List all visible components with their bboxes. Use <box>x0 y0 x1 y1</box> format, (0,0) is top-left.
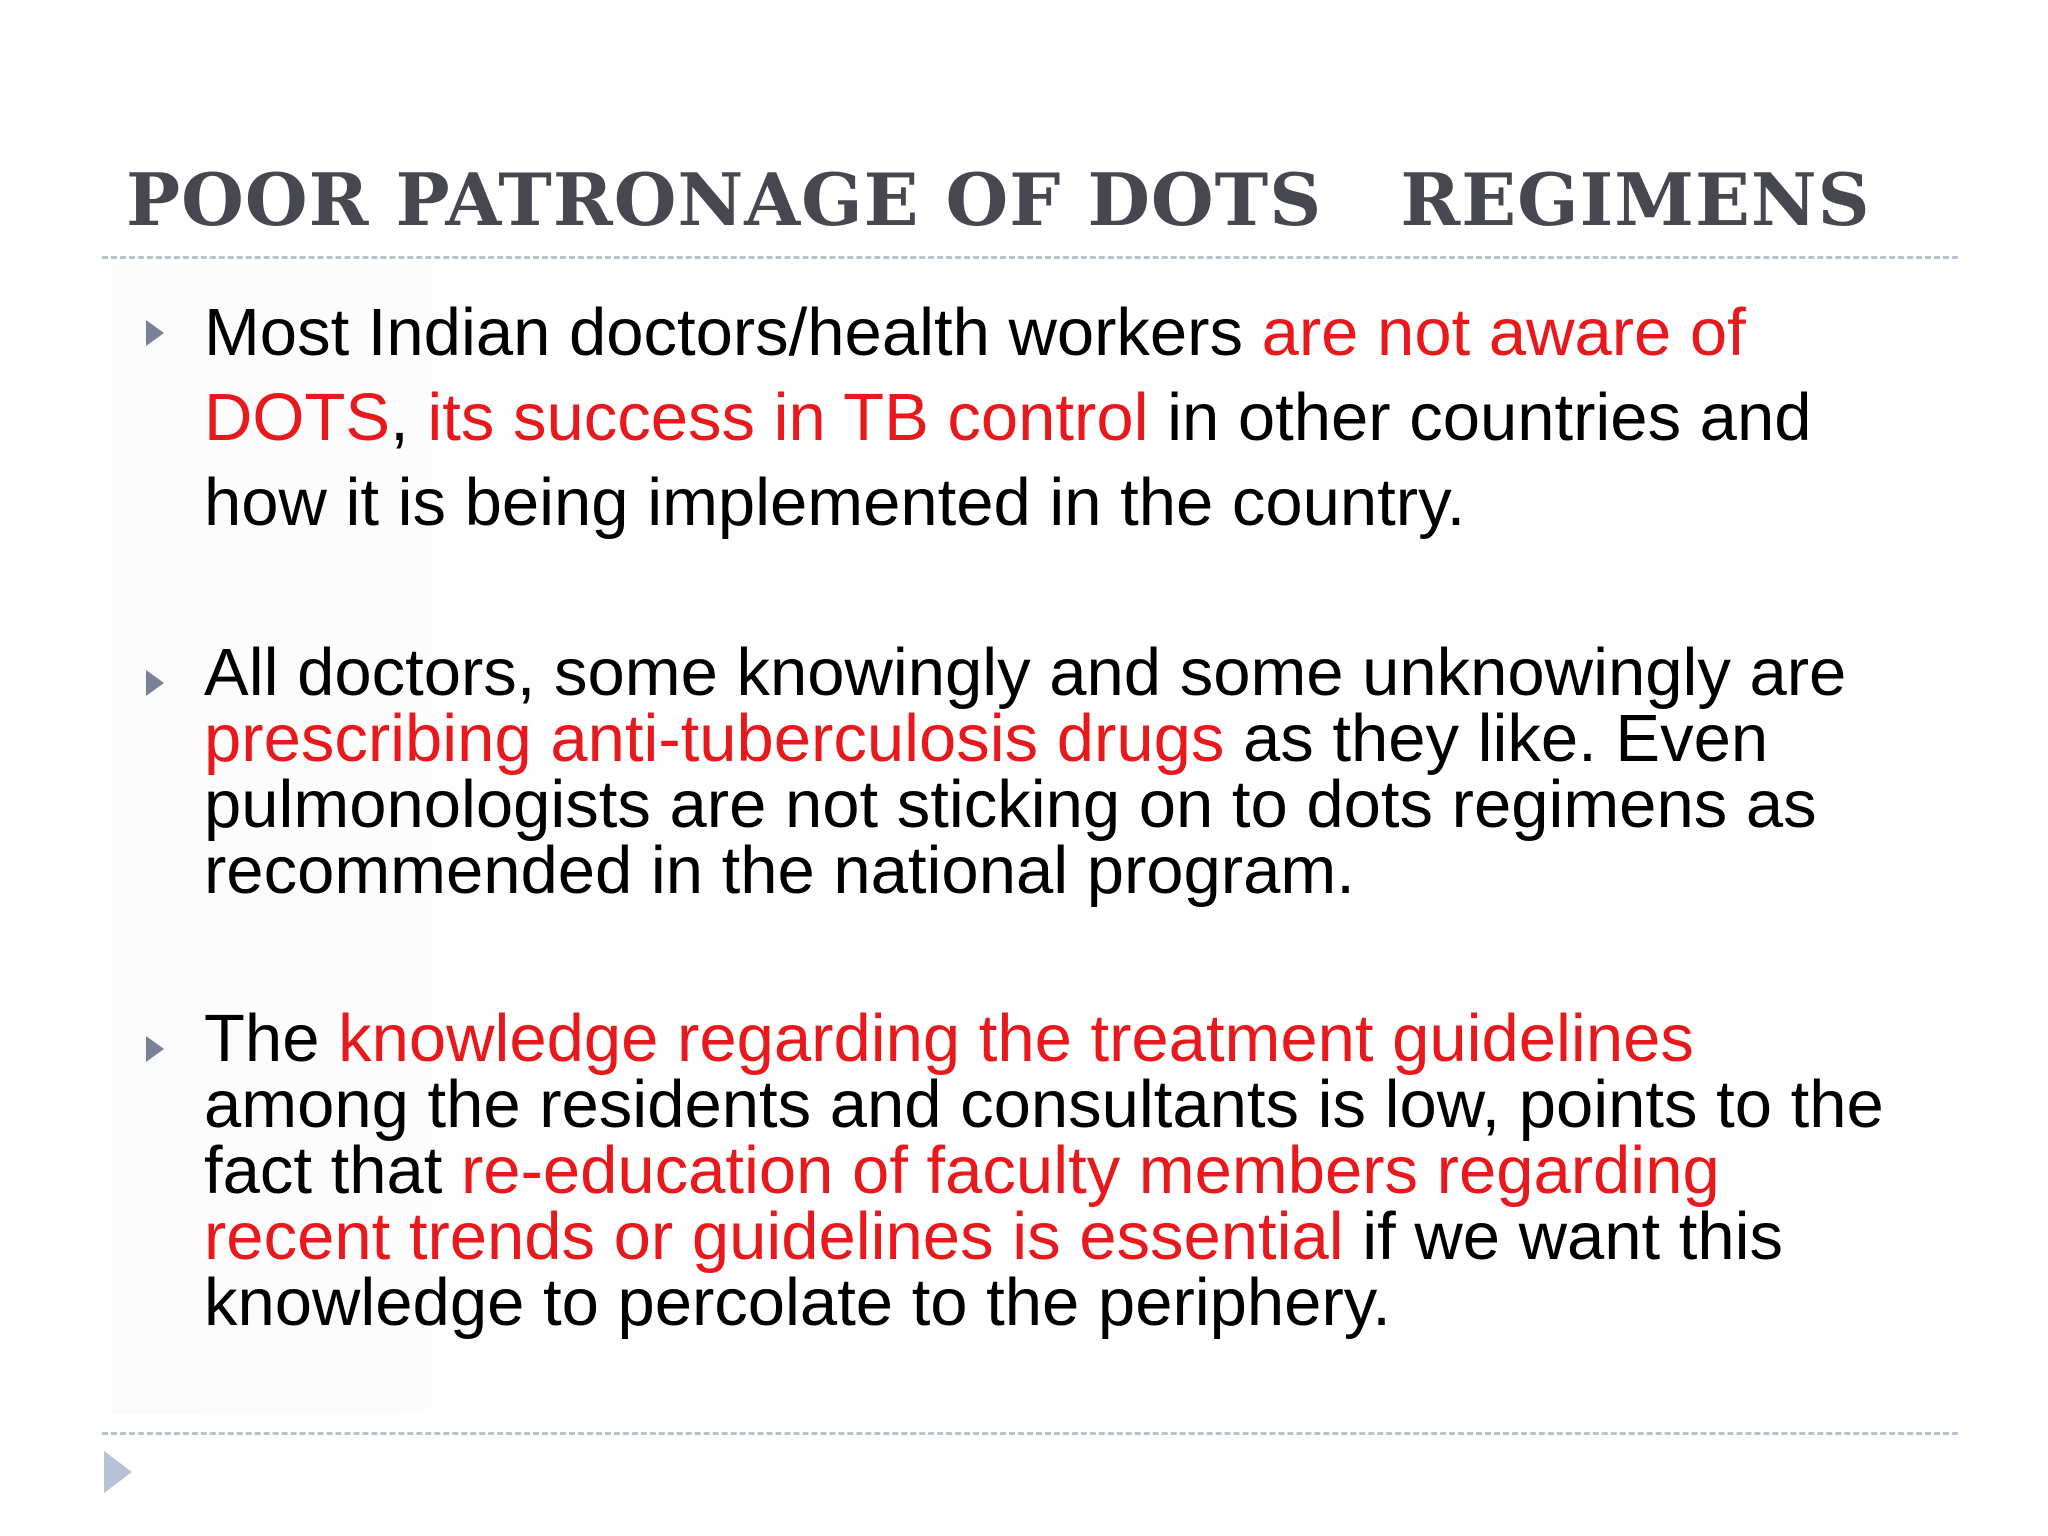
bullet-text <box>204 635 1914 908</box>
triangle-bullet-icon <box>146 670 164 696</box>
text-segment: The <box>204 1001 339 1076</box>
triangle-bullet-icon <box>146 1036 164 1062</box>
text-segment: among the residents and consultants is low, points to the fact that <box>204 1067 1884 1208</box>
text-segment: All doctors, some knowingly and some unknowingly are <box>204 635 1847 710</box>
highlight-text: knowledge regarding the treatment guidelines <box>338 1001 1694 1076</box>
text-segment: if we want this knowledge to percolate to the periphery. <box>204 1199 1784 1340</box>
highlight-text: prescribing anti-tuberculosis drugs <box>204 701 1225 776</box>
highlight-text: its success in TB control <box>427 380 1149 455</box>
bullet-text <box>204 290 1914 545</box>
triangle-bullet-icon <box>146 320 164 346</box>
text-segment: , <box>390 380 428 455</box>
highlight-text: re-education of faculty members regarding recent trends or guidelines is essential <box>204 1133 1720 1274</box>
next-slide-arrow-icon[interactable] <box>104 1451 132 1493</box>
text-segment: in other countries and how it is being implemented in the country. <box>204 380 1812 540</box>
highlight-text: are not aware of DOTS <box>204 295 1746 455</box>
slide-title: POOR PATRONAGE OF DOTS REGIMENS <box>126 157 1871 242</box>
title-divider <box>102 256 1958 259</box>
text-segment: Most Indian doctors/health workers <box>204 295 1262 370</box>
footer-divider <box>102 1432 1958 1435</box>
bullet-text <box>204 1001 1914 1340</box>
text-segment: as they like. Even pulmonologists are not sticking on to dots regimens as recommended in the national program. <box>204 701 1817 908</box>
